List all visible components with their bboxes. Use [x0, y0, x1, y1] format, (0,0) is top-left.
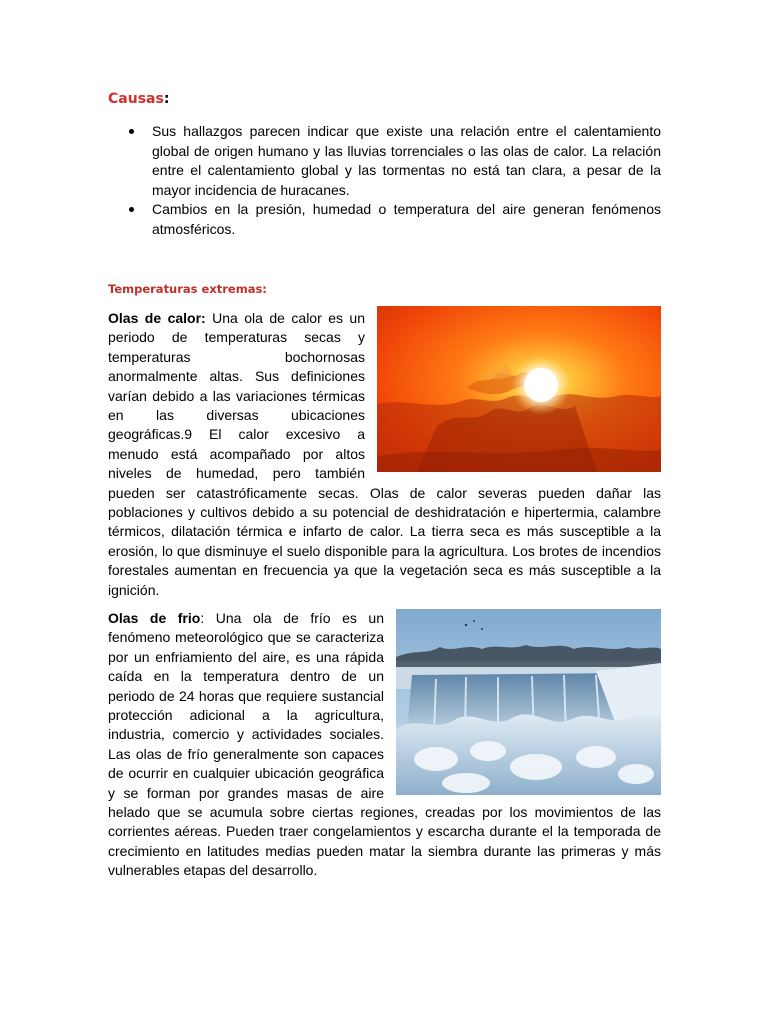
cold-wave-term: Olas de frio: [108, 610, 201, 626]
extreme-temperatures-heading: Temperaturas extremas:: [108, 282, 267, 296]
heat-wave-paragraph: [108, 309, 661, 600]
heat-wave-text: Una ola de calor es un periodo de temperaturas secas y temperaturas bochornosas anormalmente altas. Sus definiciones varían debido a las variaciones térmicas en las diversas ubicaciones geográficas.9 El calor excesivo a menudo está acompañado por altos niveles de humedad, pero también pueden ser catastróficamente secas. Olas de calor severas pueden dañar las poblaciones y cultivos debido a su potencial de deshidratación e hipertermia, calambre térmicos, dilatación térmica e infarto de calor. La tierra seca es más susceptible a la erosión, lo que disminuye el suelo disponible para la agricultura. Los brotes de incendios forestales aumentan en frecuencia ya que la vegetación seca es más susceptible a la ignición.: [108, 310, 661, 598]
list-item: Sus hallazgos parecen indicar que existe una relación entre el calentamiento global de origen humano y las lluvias torrenciales o las olas de calor. La relación entre el calentamiento global y las tormentas no está tan clara, a pesar de la mayor incidencia de huracanes.: [108, 122, 661, 200]
causes-list: [108, 122, 661, 239]
cold-wave-text: : Una ola de frío es un fenómeno meteorológico que se caracteriza por un enfriamiento del aire, es una rápida caída en la temperatura dentro de un periodo de 24 horas que requiere sustancial protección adicional a la agricultura, industria, comercio y actividades sociales. Las olas de frío generalmente son capaces de ocurrir en cualquier ubicación geográfica y se forman por grandes masas de aire helado que se acumula sobre ciertas regiones, creadas por los movimientos de las corrientes aéreas. Pueden traer congelamientos y escarcha durante el la temporada de crecimiento en latitudes medias pueden matar la siembra durante las primeras y más vulnerables etapas del desarrollo.: [108, 610, 661, 879]
list-item: Cambios en la presión, humedad o temperatura del aire generan fenómenos atmosféricos.: [108, 200, 661, 239]
causes-heading-text: Causas: [108, 91, 164, 107]
sunset-sun-photo: [377, 306, 661, 472]
heat-wave-term: Olas de calor:: [108, 310, 206, 326]
cold-wave-paragraph: [108, 609, 661, 881]
causes-heading: [108, 91, 169, 107]
causes-heading-colon: :: [163, 91, 170, 107]
frozen-waterfall-photo: [396, 609, 661, 795]
